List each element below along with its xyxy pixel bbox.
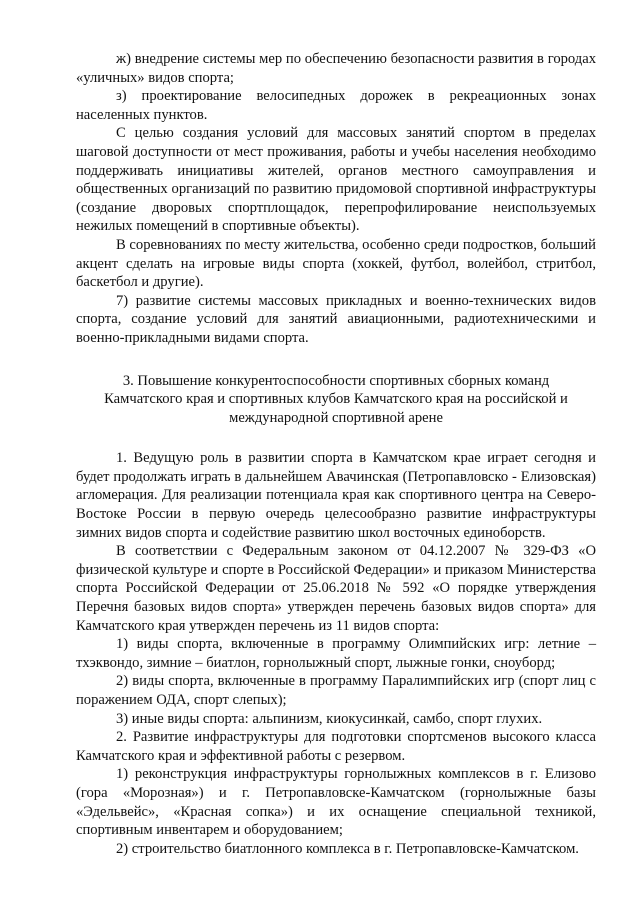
list-item: 3) иные виды спорта: альпинизм, киокусинкай, самбо, спорт глухих. — [116, 710, 543, 727]
document-page — [76, 50, 596, 858]
paragraph: з) проектирование велосипедных дорожек в рекреационных зонах населенных пунктов. — [76, 88, 596, 123]
paragraph: С целью создания условий для массовых занятий спортом в пределах шаговой доступности от мест проживания, работы и учебы населения необходимо поддерживать инициативы жителей, органов местного самоуправления и общественных организаций по развитию придомовой спортивной инфраструктуры (создание дворовых спортплощадок, перепрофилирование неиспользуемых нежилых помещений в спортивные объекты). — [76, 125, 596, 235]
paragraph: В соревнованиях по месту жительства, особенно среди подростков, больший акцент сделать на игровые виды спорта (хоккей, футбол, волейбол, стритбол, баскетбол и другие). — [76, 236, 596, 291]
list-item: 1) виды спорта, включенные в программу Олимпийских игр: летние – тхэквондо, зимние – биатлон, горнолыжный спорт, лыжные гонки, сноуборд; — [76, 636, 596, 671]
paragraph: 7) развитие системы массовых прикладных и военно-технических видов спорта, создание условий для занятий авиационными, радиотехническими и военно-прикладными видами спорта. — [76, 292, 596, 346]
list-item: 1) реконструкция инфраструктуры горнолыжных комплексов в г. Елизово (гора «Морозная») и г. Петропавловске-Камчатском (горнолыжные базы «Эдельвейс», «Красная сопка») и их оснащение специальной техникой, спортивным инвентарем и оборудованием; — [76, 766, 596, 839]
paragraph: В соответствии с Федеральным законом от 04.12.2007 № 329-ФЗ «О физической культуре и спорте в Российской Федерации» и приказом Министерства спорта Российской Федерации от 25.06.2018 № 592 «О порядке утверждения Перечня базовых видов спорта» утвержден перечень базовых видов спорта» для Камчатского края утвержден перечень из 11 видов спорта: — [76, 543, 596, 634]
paragraph: ж) внедрение системы мер по обеспечению безопасности развития в городах «уличных» видов спорта; — [76, 51, 596, 86]
list-item: 2) виды спорта, включенные в программу Паралимпийских игр (спорт лиц с поражением ОДА, спорт слепых); — [76, 673, 596, 708]
list-item: 2) строительство биатлонного комплекса в г. Петропавловске-Камчатском. — [116, 840, 579, 857]
paragraph: 2. Развитие инфраструктуры для подготовки спортсменов высокого класса Камчатского края и эффективной работы с резервом. — [76, 729, 596, 764]
section-heading: 3. Повышение конкурентоспособности спортивных сборных команд Камчатского края и спортивных клубов Камчатского края на российской и международной спортивной арене — [104, 372, 568, 426]
paragraph: 1. Ведущую роль в развитии спорта в Камчатском крае играет сегодня и будет продолжать играть в дальнейшем Авачинская (Петропавловско - Елизовская) агломерация. Для реализации потенциала края как спортивного центра на Северо-Востоке России в первую очередь целесообразно развитие инфраструктуры зимних видов спорта и содействие развитию школ восточных единоборств. — [76, 450, 596, 541]
